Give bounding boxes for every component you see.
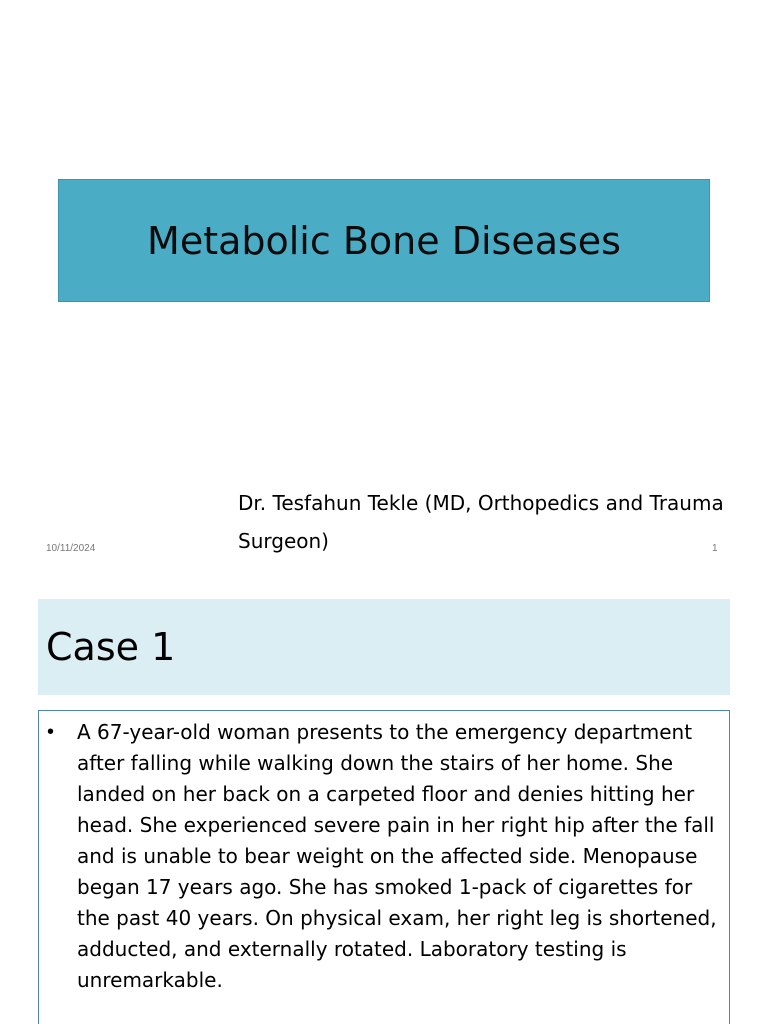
- author-line: Dr. Tesfahun Tekle (MD, Orthopedics and Trauma Surgeon): [238, 491, 724, 553]
- case-content-box: [38, 710, 730, 1024]
- case-title-bar: [38, 599, 730, 695]
- bullet-icon: •: [47, 721, 55, 743]
- list-item: [45, 717, 719, 996]
- case-slide: [0, 580, 768, 1024]
- slide-page-number: 1: [712, 543, 718, 554]
- case-title: Case 1: [46, 625, 176, 669]
- slide-title: Metabolic Bone Diseases: [147, 218, 621, 263]
- title-box: [58, 179, 710, 302]
- slide-date: 10/11/2024: [46, 543, 96, 554]
- case-description: A 67-year-old woman presents to the emergency department after falling while walking down the stairs of her home. She landed on her back on a carpeted floor and denies hitting her head. She experienced severe pain in her right hip after the fall and is unable to bear weight on the affected side. Menopause began 17 years ago. She has smoked 1-pack of cigarettes for the past 40 years. On physical exam, her right leg is shortened, adducted, and externally rotated. Laboratory testing is unremarkable.: [77, 720, 717, 992]
